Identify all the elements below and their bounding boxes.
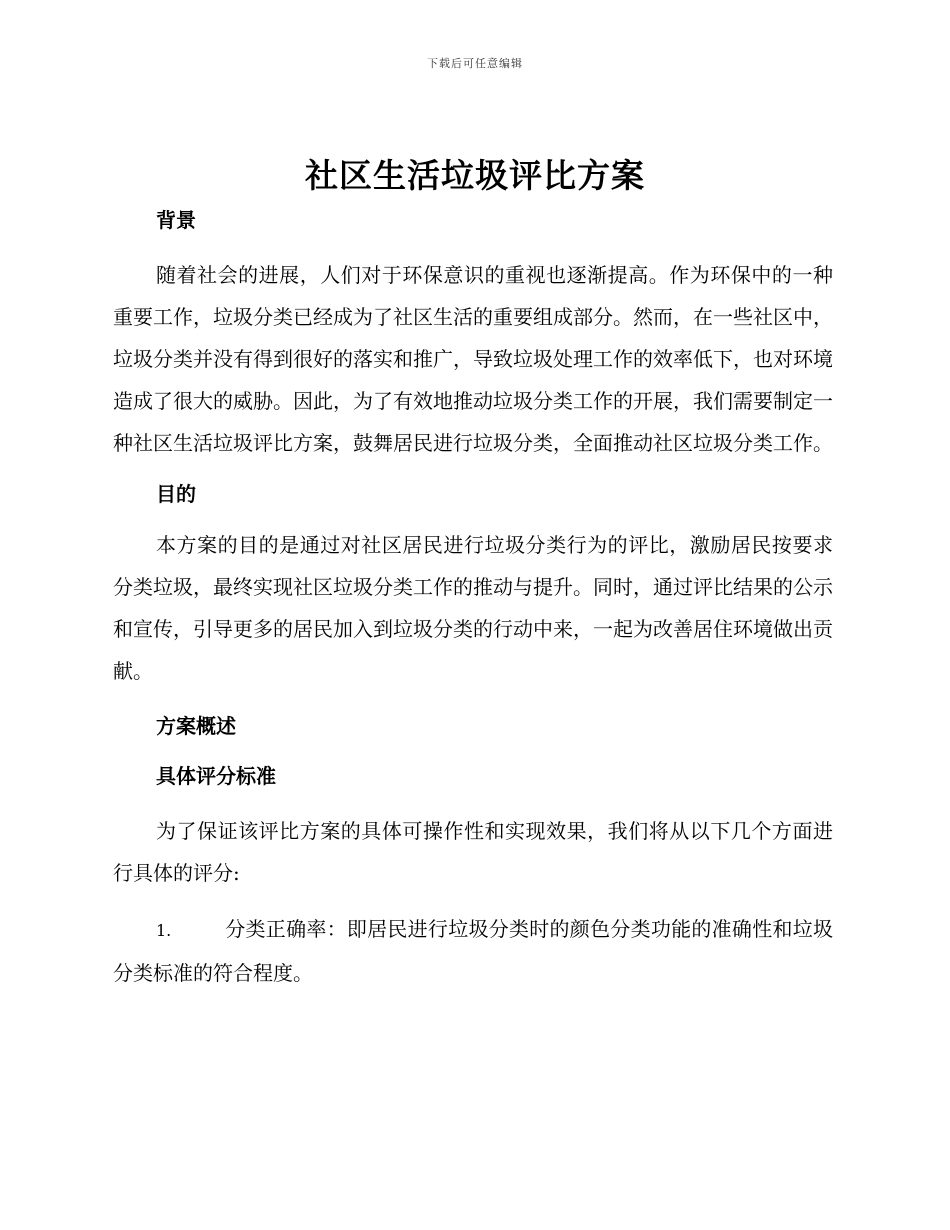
document-body [113, 204, 833, 994]
section-heading-criteria: 具体评分标准 [156, 764, 276, 788]
header-note: 下载后可任意编辑 [427, 57, 523, 70]
paragraph-background: 随着社会的进展，人们对于环保意识的重视也逐渐提高。作为环保中的一种重要工作，垃圾分类已经成为了社区生活的重要组成部分。然而，在一些社区中，垃圾分类并没有得到很好的落实和推广，导致垃圾处理工作的效率低下，也对环境造成了很大的威胁。因此，为了有效地推动垃圾分类工作的开展，我们需要制定一种社区生活垃圾评比方案，鼓舞居民进行垃圾分类，全面推动社区垃圾分类工作。 [113, 263, 833, 455]
list-item-number: 1. [156, 921, 172, 940]
paragraph-criteria-intro: 为了保证该评比方案的具体可操作性和实现效果，我们将从以下几个方面进行具体的评分: [113, 819, 833, 885]
section-heading-purpose: 目的 [156, 482, 196, 506]
paragraph-purpose: 本方案的目的是通过对社区居民进行垃圾分类行为的评比，激励居民按要求分类垃圾，最终实现社区垃圾分类工作的推动与提升。同时，通过评比结果的公示和宣传，引导更多的居民加入到垃圾分类的行动中来，一起为改善居住环境做出贡献。 [113, 533, 833, 683]
section-heading-overview: 方案概述 [156, 714, 236, 738]
section-heading-background: 背景 [156, 208, 196, 232]
list-item [113, 908, 833, 994]
document-title: 社区生活垃圾评比方案 [305, 156, 645, 195]
list-item-text: 分类正确率：即居民进行垃圾分类时的颜色分类功能的准确性和垃圾分类标准的符合程度。 [113, 917, 833, 985]
